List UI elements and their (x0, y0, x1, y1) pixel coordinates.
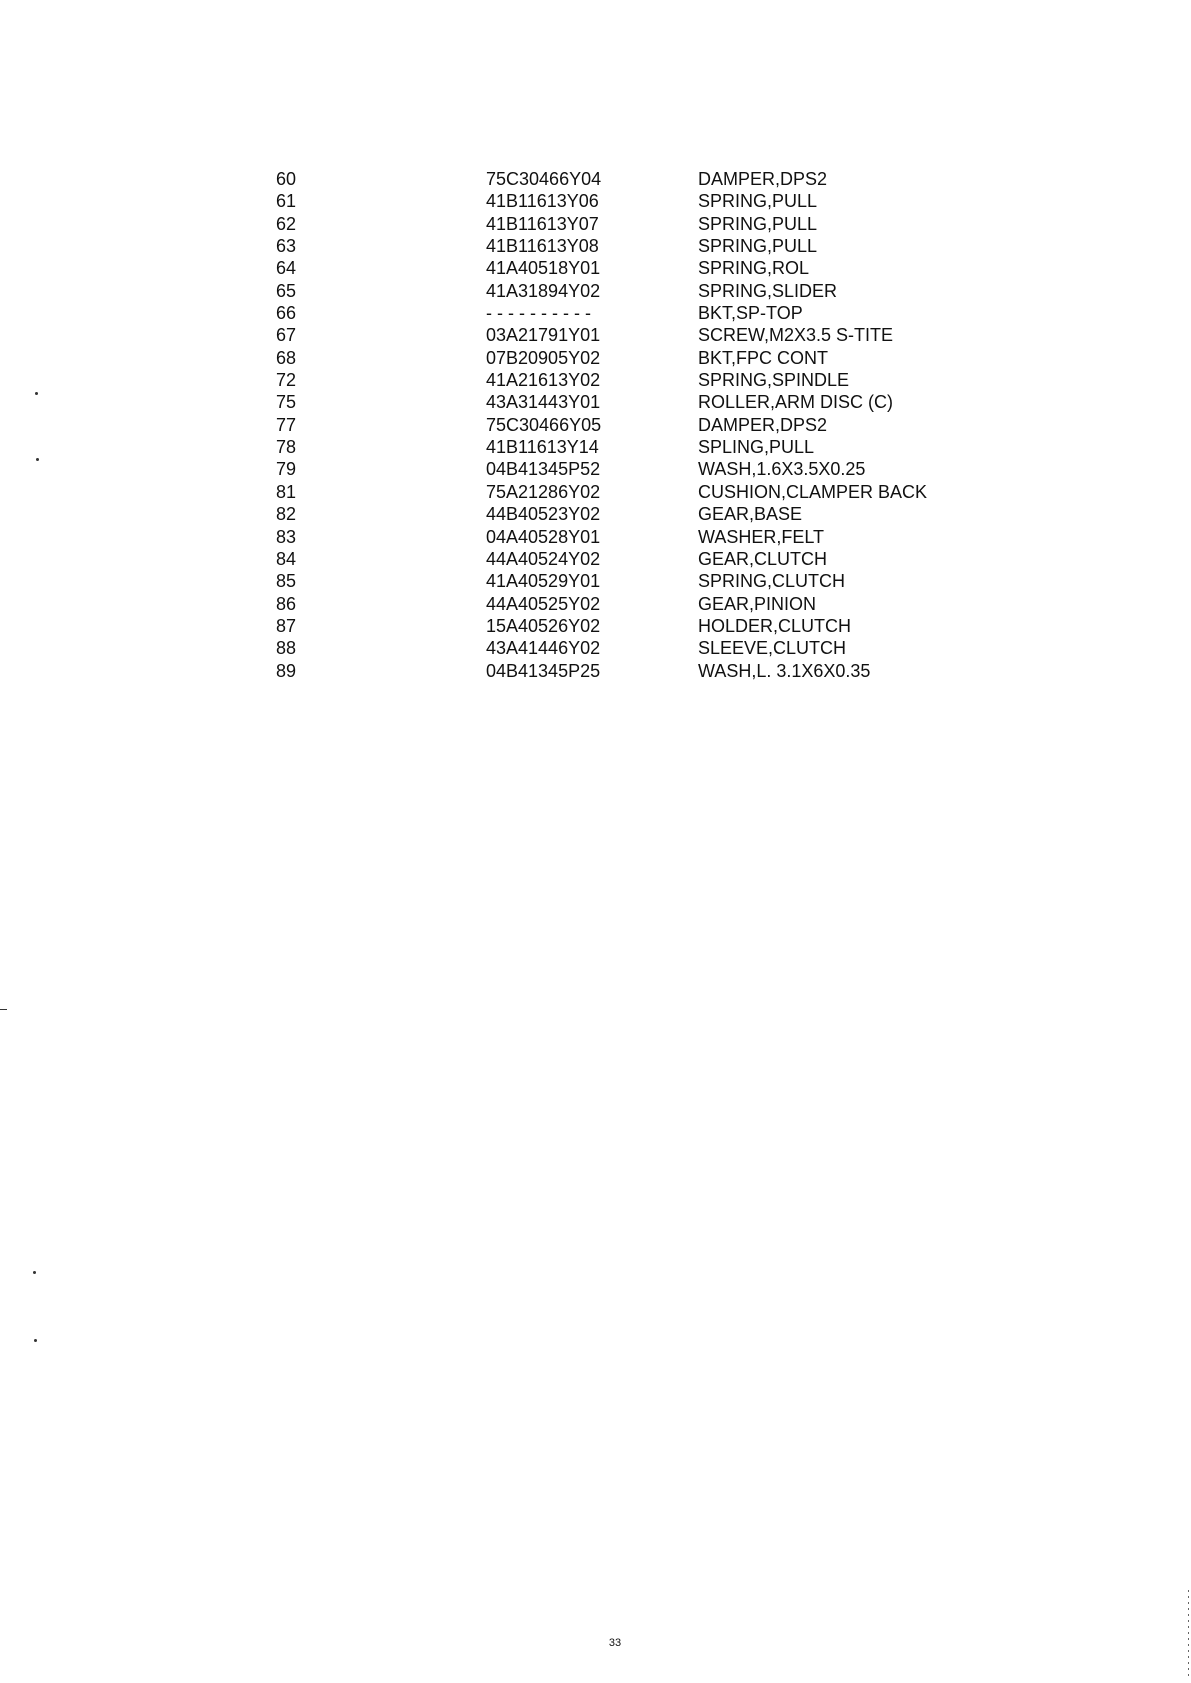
part-number: 07B20905Y02 (486, 347, 601, 368)
ref-number: 60 (276, 169, 297, 189)
ref-number: 66 (276, 303, 297, 324)
part-description: HOLDER,CLUTCH (698, 615, 852, 636)
part-description: BKT,SP-TOP (698, 303, 803, 324)
table-row (0, 213, 1191, 235)
part-number: 44A40525Y02 (486, 593, 601, 614)
part-number: 04A40528Y01 (486, 526, 601, 547)
table-row (0, 280, 1191, 302)
ref-number: 77 (276, 414, 297, 435)
table-row (0, 190, 1191, 212)
ref-number: 78 (276, 437, 297, 458)
part-number: 41A21613Y02 (486, 370, 601, 391)
part-number: 44A40524Y02 (486, 548, 601, 569)
ref-number: 62 (276, 213, 297, 234)
ref-number: 88 (276, 638, 297, 659)
table-row (0, 168, 1191, 190)
ref-number: 81 (276, 481, 297, 502)
part-description: DAMPER,DPS2 (698, 414, 828, 435)
scan-speck (34, 1339, 37, 1342)
part-description: WASH,1.6X3.5X0.25 (698, 459, 866, 480)
ref-number: 67 (276, 325, 297, 346)
part-number: 41B11613Y08 (486, 236, 599, 257)
table-row (0, 235, 1191, 257)
ref-number: 64 (276, 258, 297, 279)
part-description: CUSHION,CLAMPER BACK (698, 481, 928, 502)
part-number: 41A40529Y01 (486, 571, 601, 592)
parts-list-table (0, 168, 1191, 682)
ref-number: 86 (276, 593, 297, 614)
part-description: SPRING,PULL (698, 213, 818, 234)
part-number: 75A21286Y02 (486, 481, 601, 502)
part-number: 41A40518Y01 (486, 258, 601, 279)
table-row (0, 324, 1191, 346)
ref-number: 68 (276, 347, 297, 368)
scan-speck (33, 1271, 36, 1274)
part-number: - - - - - - - - - - (486, 303, 591, 324)
part-description: SPRING,PULL (698, 236, 818, 257)
table-row (0, 615, 1191, 637)
part-description: SCREW,M2X3.5 S-TITE (698, 325, 894, 346)
scan-edge-mark (1188, 1590, 1189, 1680)
table-row (0, 637, 1191, 659)
table-row (0, 302, 1191, 324)
table-row (0, 503, 1191, 525)
part-number: 41A31894Y02 (486, 280, 601, 301)
table-row (0, 570, 1191, 592)
table-row (0, 526, 1191, 548)
part-number: 41B11613Y14 (486, 437, 599, 458)
part-number: 15A40526Y02 (486, 615, 601, 636)
table-row (0, 548, 1191, 570)
part-number: 75C30466Y05 (486, 414, 602, 435)
part-description: WASH,L. 3.1X6X0.35 (698, 660, 871, 681)
part-description: BKT,FPC CONT (698, 347, 829, 368)
part-description: SPRING,PULL (698, 191, 818, 212)
table-row (0, 660, 1191, 682)
part-number: 75C30466Y04 (486, 169, 602, 189)
table-row (0, 414, 1191, 436)
scan-mark (0, 1009, 7, 1010)
part-description: SPRING,SLIDER (698, 280, 838, 301)
ref-number: 72 (276, 370, 297, 391)
part-description: GEAR,BASE (698, 504, 803, 525)
part-number: 43A31443Y01 (486, 392, 601, 413)
table-row (0, 369, 1191, 391)
part-number: 43A41446Y02 (486, 638, 601, 659)
part-number: 44B40523Y02 (486, 504, 601, 525)
table-row (0, 593, 1191, 615)
part-description: GEAR,PINION (698, 593, 817, 614)
page-number: 33 (608, 1637, 622, 1649)
part-description: ROLLER,ARM DISC (C) (698, 392, 894, 413)
ref-number: 63 (276, 236, 297, 257)
part-description: SPLING,PULL (698, 437, 815, 458)
table-row (0, 257, 1191, 279)
ref-number: 61 (276, 191, 297, 212)
ref-number: 65 (276, 280, 297, 301)
part-number: 41B11613Y07 (486, 213, 599, 234)
ref-number: 85 (276, 571, 297, 592)
ref-number: 82 (276, 504, 297, 525)
part-description: SPRING,CLUTCH (698, 571, 846, 592)
scan-speck (35, 392, 38, 395)
part-description: SPRING,ROL (698, 258, 810, 279)
part-description: DAMPER,DPS2 (698, 169, 828, 189)
table-row (0, 391, 1191, 413)
ref-number: 79 (276, 459, 297, 480)
part-number: 03A21791Y01 (486, 325, 601, 346)
ref-number: 87 (276, 615, 297, 636)
scan-speck (36, 458, 39, 461)
ref-number: 89 (276, 660, 297, 681)
part-number: 41B11613Y06 (486, 191, 599, 212)
part-number: 04B41345P52 (486, 459, 601, 480)
part-description: GEAR,CLUTCH (698, 548, 828, 569)
ref-number: 75 (276, 392, 297, 413)
ref-number: 84 (276, 548, 297, 569)
ref-number: 83 (276, 526, 297, 547)
part-description: WASHER,FELT (698, 526, 825, 547)
table-row (0, 347, 1191, 369)
part-description: SPRING,SPINDLE (698, 370, 850, 391)
table-row (0, 458, 1191, 480)
table-row (0, 436, 1191, 458)
part-number: 04B41345P25 (486, 660, 601, 681)
part-description: SLEEVE,CLUTCH (698, 638, 847, 659)
table-row (0, 481, 1191, 503)
